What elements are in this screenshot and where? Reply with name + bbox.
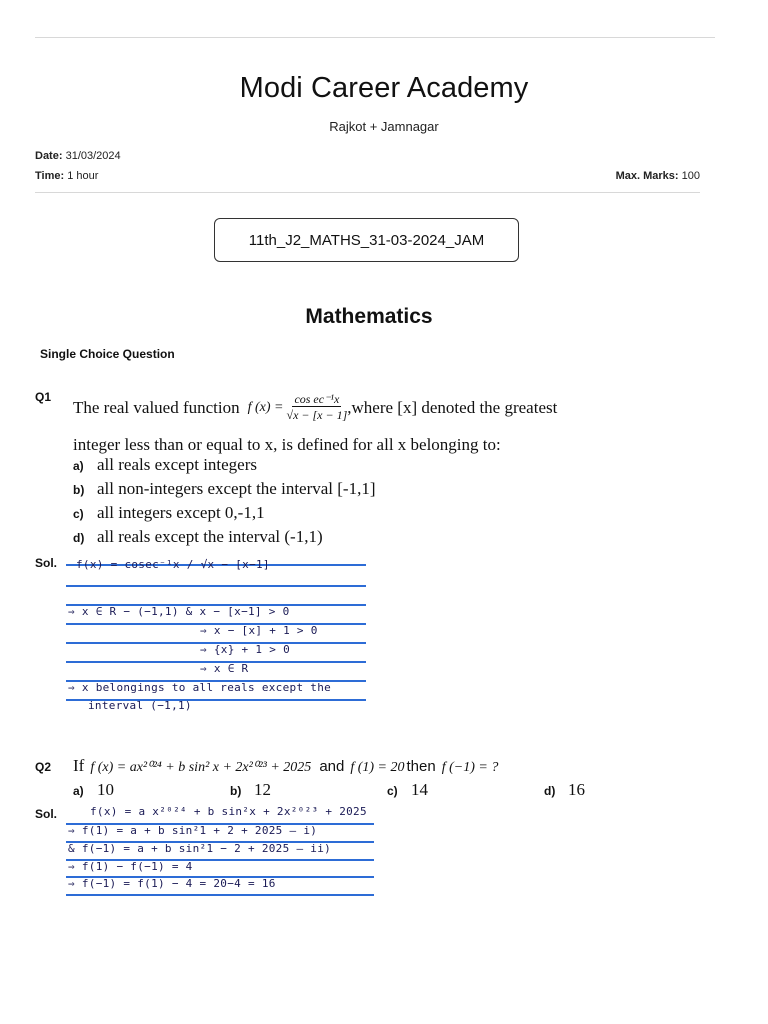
q1-sol-line-6: ⇒ x belongings to all reals except the — [68, 681, 332, 694]
q1-text-line1 — [73, 392, 557, 423]
max-marks-info — [616, 170, 700, 182]
q2-option-d[interactable] — [544, 780, 624, 800]
marks-label: Max. Marks: — [615, 170, 679, 182]
time-label: Time: — [35, 170, 65, 182]
header-divider — [35, 192, 700, 193]
q1-sol-line-7: interval (−1,1) — [88, 699, 192, 712]
q2-solution-label: Sol. — [35, 807, 58, 821]
q1-text-after: ,where [x] denoted the greatest — [347, 397, 558, 417]
q1-option-a[interactable] — [73, 455, 376, 479]
option-text: all integers except 0,-1,1 — [97, 503, 265, 522]
q2-options — [73, 780, 633, 800]
subject-heading: Mathematics — [305, 305, 433, 328]
option-text: all reals except the interval (-1,1) — [97, 527, 323, 546]
q1-option-c[interactable] — [73, 503, 376, 527]
q2-handwritten-solution — [66, 800, 374, 898]
q2-text-line — [73, 756, 498, 776]
q2-and: and — [319, 758, 345, 775]
q1-fraction — [287, 392, 348, 423]
paper-code-box: 11th_J2_MATHS_31-03-2024_JAM — [214, 218, 519, 262]
date-info — [35, 150, 121, 162]
q2-sol-line-2: ⇒ f(1) = a + b sin²1 + 2 + 2025 — i) — [68, 824, 318, 837]
q1-sol-line-2: ⇒ x ∈ R − (−1,1) & x − [x−1] > 0 — [68, 605, 290, 618]
q1-fx: f (x) = — [247, 399, 284, 415]
q1-number: Q1 — [35, 390, 52, 404]
q1-option-d[interactable] — [73, 527, 376, 551]
option-letter: d) — [73, 531, 85, 545]
q1-solution-label: Sol. — [35, 556, 58, 570]
top-divider — [35, 37, 715, 38]
option-text: all non-integers except the interval [-1,1] — [97, 479, 376, 498]
q1-frac-denominator: √x − [x − 1] — [286, 408, 348, 422]
option-letter: b) — [230, 784, 242, 798]
q2-option-c[interactable] — [387, 780, 544, 800]
q1-handwritten-solution — [66, 555, 366, 715]
option-letter: a) — [73, 784, 84, 798]
option-letter: c) — [387, 784, 398, 798]
option-text: all reals except integers — [97, 455, 258, 474]
option-letter: b) — [73, 483, 85, 497]
q2-sol-line-3: & f(−1) = a + b sin²1 − 2 + 2025 — ii) — [68, 842, 332, 855]
q1-frac-numerator: cos ec⁻¹x — [294, 392, 340, 406]
q2-ask: f (−1) = ? — [441, 760, 499, 775]
q2-sol-line-1: f(x) = a x²⁰²⁴ + b sin²x + 2x²⁰²³ + 2025 — [90, 805, 367, 818]
date-value: 31/03/2024 — [65, 150, 121, 162]
q2-then: then — [406, 758, 436, 775]
option-text: 10 — [97, 780, 114, 799]
date-label: Date: — [35, 150, 63, 162]
q2-if: If — [73, 756, 85, 775]
option-letter: c) — [73, 507, 84, 521]
q2-option-a[interactable] — [73, 780, 230, 800]
option-text: 16 — [568, 780, 585, 799]
q1-options — [73, 455, 376, 551]
q1-sol-line-3: ⇒ x − [x] + 1 > 0 — [200, 624, 318, 637]
option-letter: a) — [73, 459, 84, 473]
question-type-label: Single Choice Question — [40, 347, 175, 361]
q2-number: Q2 — [35, 760, 52, 774]
q2-expression: f (x) = ax²⁰²⁴ + b sin² x + 2x²⁰²³ + 2025 — [90, 760, 312, 775]
q1-text-line2: integer less than or equal to x, is defined for all x belonging to: — [73, 435, 501, 454]
institute-title: Modi Career Academy — [239, 72, 529, 104]
option-letter: d) — [544, 784, 556, 798]
time-info — [35, 170, 98, 182]
q2-option-b[interactable] — [230, 780, 387, 800]
q1-sol-line-1: f(x) = cosec⁻¹x / √x − [x−1] — [76, 558, 270, 571]
q2-condition: f (1) = 20 — [350, 760, 405, 775]
q1-sol-line-4: ⇒ {x} + 1 > 0 — [200, 643, 290, 656]
institute-location: Rajkot + Jamnagar — [329, 119, 439, 134]
option-text: 12 — [254, 780, 271, 799]
q2-sol-line-4: ⇒ f(1) − f(−1) = 4 — [68, 860, 193, 873]
marks-value: 100 — [681, 170, 700, 182]
option-text: 14 — [411, 780, 428, 799]
q1-option-b[interactable] — [73, 479, 376, 503]
q1-sol-line-5: ⇒ x ∈ R — [200, 662, 249, 675]
q2-sol-line-5: ⇒ f(−1) = f(1) − 4 = 20−4 = 16 — [68, 877, 276, 890]
q1-text-before: The real valued function — [73, 397, 240, 417]
time-value: 1 hour — [67, 170, 99, 182]
